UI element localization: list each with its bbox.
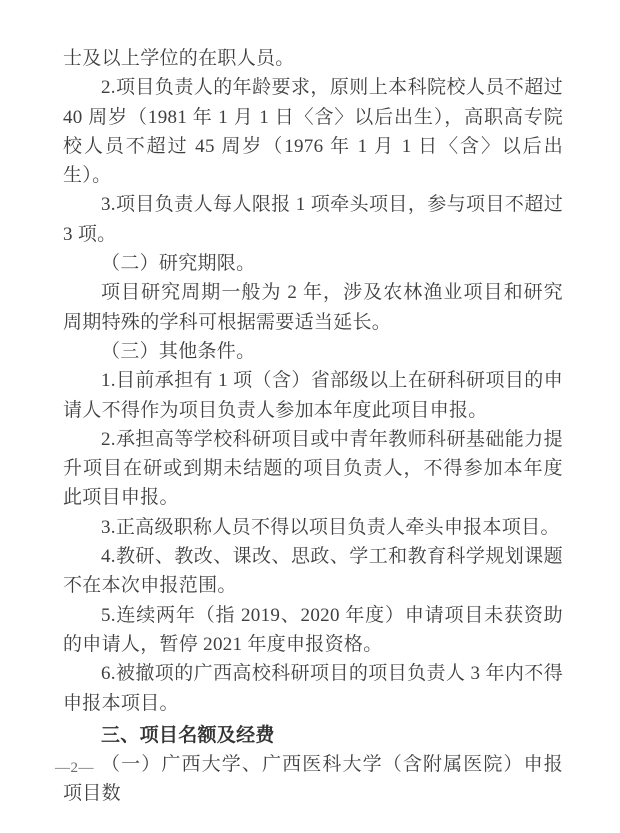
paragraph-condition-1: 1.目前承担有 1 项（含）省部级以上在研科研项目的申请人不得作为项目负责人参加本年度此项目申报。 (63, 370, 563, 421)
paragraph-research-period: 项目研究周期一般为 2 年，涉及农林渔业项目和研究周期特殊的学科可根据需要适当延长。 (63, 282, 563, 333)
paragraph-continuation: 士及以上学位的在职人员。 (63, 48, 295, 69)
paragraph-university-quota: （一）广西大学、广西医科大学（含附属医院）申报项目数 (63, 754, 563, 805)
document-text-block (63, 44, 563, 809)
section-heading-quota-and-funding: 三、项目名额及经费 (101, 724, 275, 746)
paragraph-condition-6: 6.被撤项的广西高校科研项目的项目负责人 3 年内不得申报本项目。 (63, 663, 563, 714)
paragraph-project-limit: 3.项目负责人每人限报 1 项牵头项目，参与项目不超过 3 项。 (63, 194, 563, 245)
paragraph-condition-2: 2.承担高等学校科研项目或中青年教师科研基础能力提升项目在研或到期未结题的项目负责人，不得参加本年度此项目申报。 (63, 428, 563, 509)
paragraph-age-requirement: 2.项目负责人的年龄要求，原则上本科院校人员不超过 40 周岁（1981 年 1 月 1 日〈含〉以后出生），高职高专院校人员不超过 45 周岁（1976 年 1 月 1 日〈含〉以后出生）。 (63, 77, 563, 187)
paragraph-condition-5: 5.连续两年（指 2019、2020 年度）申请项目未获资助的申请人，暂停 2021 年度申报资格。 (63, 604, 563, 655)
subsection-heading-other-conditions: （三）其他条件。 (101, 340, 256, 362)
paragraph-condition-4: 4.教研、教改、课改、思政、学工和教育科学规划课题不在本次申报范围。 (63, 546, 563, 597)
paragraph-condition-3: 3.正高级职称人员不得以项目负责人牵头申报本项目。 (101, 516, 560, 538)
page-number: —2— (55, 760, 94, 776)
subsection-heading-research-period: （二）研究期限。 (101, 253, 256, 275)
